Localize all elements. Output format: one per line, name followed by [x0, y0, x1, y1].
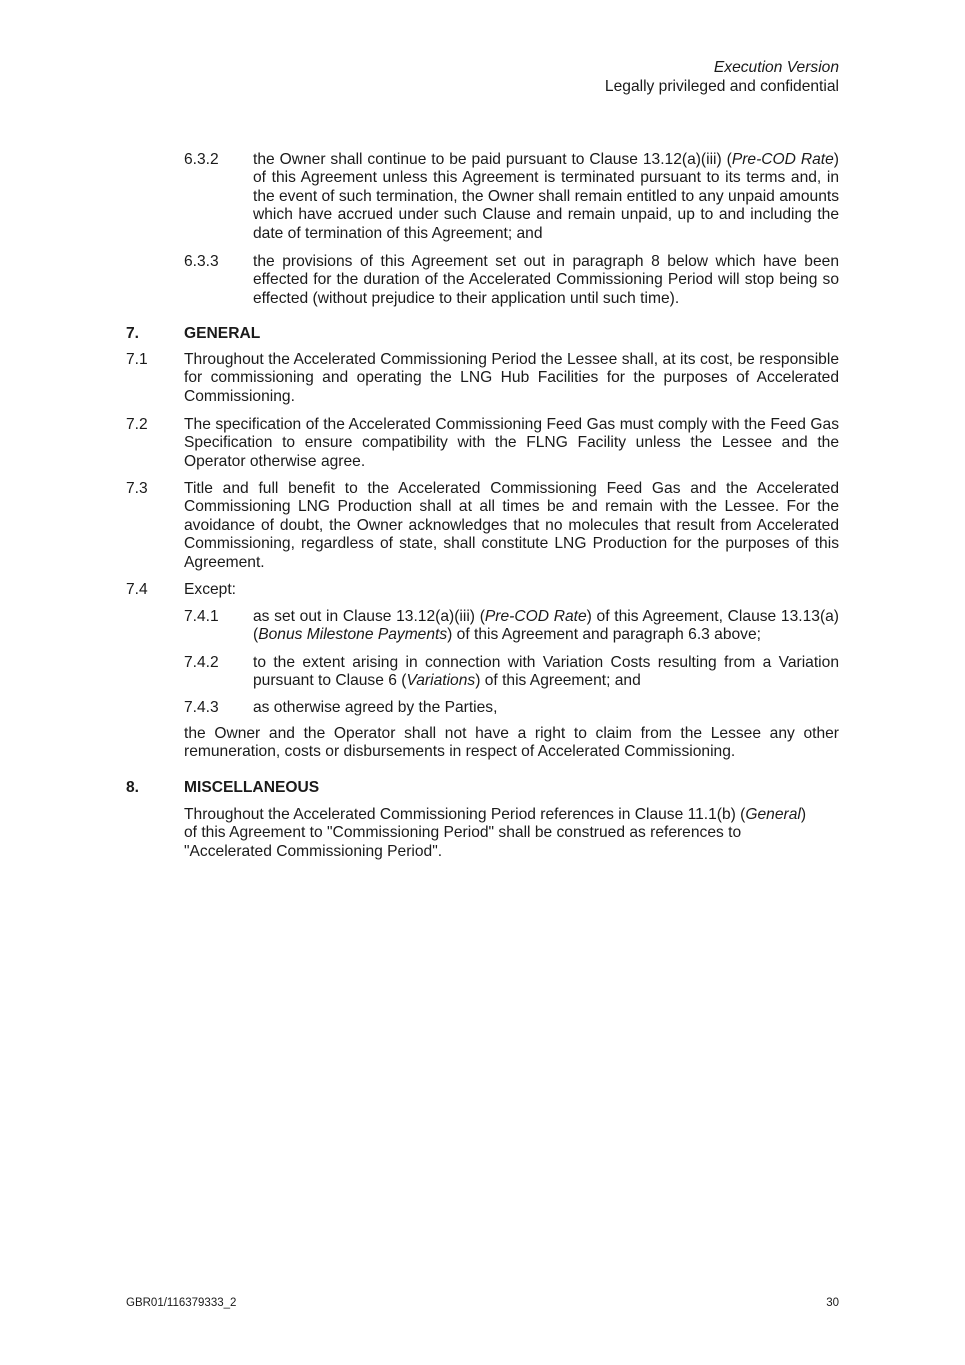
clause-7-4-2-text-b: ) of this Agreement; and — [475, 672, 641, 690]
paragraph-number-6-3-2: 6.3.2 — [184, 151, 219, 168]
section-number-8: 8. — [126, 779, 140, 796]
defined-term-general: General — [745, 806, 801, 823]
section-8-line-2: of this Agreement to "Commissioning Period" shall be construed as references to — [184, 824, 742, 842]
paragraph-6-3-2-text-b: ) of this Agreement unless this Agreement is terminated pursuant to its terms and, in the event of such termination, the Owner shall remain entitled to any unpaid amounts which have accrued under such Clause and remain unpaid, up to and including the date of termination of this Agreement; and — [253, 151, 839, 242]
clause-7-4: Except: — [184, 581, 237, 598]
clause-7-4-1 — [253, 608, 839, 645]
clause-7-3: Title and full benefit to the Accelerated Commissioning Feed Gas and the Accelerated Commissioning LNG Production shall at all times be and remain with the Lessee. For the avoidance of doubt, the Owner acknowledges that no molecules that result from Accelerated Commissioning, regardless of state, shall constitute LNG Production for the purposes of this Agreement. — [184, 480, 839, 571]
paragraph-6-3-2-text-a: the Owner shall continue to be paid pursuant to Clause 13.12(a)(iii) ( — [253, 151, 732, 168]
defined-term-pre-cod-rate: Pre-COD Rate — [731, 151, 834, 168]
clause-7-2: The specification of the Accelerated Commissioning Feed Gas must comply with the Feed Gas Specification to ensure compatibility with the FLNG Facility unless the Lessee and the Operator otherwise agree. — [184, 416, 839, 470]
clause-7-1: Throughout the Accelerated Commissioning Period the Lessee shall, at its cost, be responsible for commissioning and operating the LNG Hub Facilities for the purposes of Accelerated Commissioning. — [184, 351, 839, 405]
paragraph-6-3-3: the provisions of this Agreement set out in paragraph 8 below which have been effected for the duration of the Accelerated Commissioning Period will stop being so effected (without prejudice to their application until such time). — [253, 253, 839, 307]
clause-number-7-1: 7.1 — [126, 351, 148, 368]
footer-page-number: 30 — [826, 1297, 839, 1309]
clause-number-7-4-3: 7.4.3 — [184, 699, 219, 716]
section-8-line-3: "Accelerated Commissioning Period". — [184, 842, 443, 860]
clause-7-4-3: as otherwise agreed by the Parties, — [253, 699, 498, 716]
page-header — [605, 58, 839, 96]
clause-7-4-2 — [253, 654, 839, 691]
clause-number-7-4: 7.4 — [126, 581, 148, 598]
section-8-body — [184, 806, 844, 861]
clause-number-7-4-2: 7.4.2 — [184, 654, 219, 671]
header-execution-version: Execution Version — [713, 59, 839, 76]
clause-number-7-3: 7.3 — [126, 480, 148, 497]
section-8-line-1 — [184, 806, 844, 824]
section-heading-miscellaneous: MISCELLANEOUS — [184, 779, 320, 796]
clause-number-7-4-1: 7.4.1 — [184, 608, 219, 625]
section-8-line-1-text-a: Throughout the Accelerated Commissioning Period references in Clause 11.1(b) ( — [184, 806, 746, 823]
paragraph-6-3-2 — [253, 151, 839, 243]
clause-number-7-2: 7.2 — [126, 416, 148, 433]
clause-7-4-1-text-a: as set out in Clause 13.12(a)(iii) ( — [253, 608, 485, 625]
defined-term-variations: Variations — [406, 672, 476, 690]
clause-7-4-2-text-a: to the extent arising in connection with Variation Costs resulting from a Variation pursuant to Clause 6 ( — [253, 654, 839, 690]
section-number-7: 7. — [126, 325, 140, 342]
clause-7-4-closing: the Owner and the Operator shall not have a right to claim from the Lessee any other remuneration, costs or disbursements in respect of Accelerated Commissioning. — [184, 725, 839, 761]
section-8-line-1-text-b: ) — [800, 806, 807, 823]
section-heading-general: GENERAL — [184, 325, 261, 342]
defined-term-pre-cod-rate-2: Pre-COD Rate — [484, 608, 587, 625]
clause-7-4-1-text-c: ) of this Agreement and paragraph 6.3 above; — [447, 626, 761, 644]
header-privileged-notice: Legally privileged and confidential — [604, 78, 839, 95]
clause-7-4-1-text-b: ) of this Agreement, Clause 13.13(a) ( — [253, 608, 839, 644]
paragraph-number-6-3-3: 6.3.3 — [184, 253, 219, 270]
defined-term-bonus-milestone-payments: Bonus Milestone Payments — [258, 626, 448, 644]
footer-document-reference: GBR01/116379333_2 — [126, 1297, 237, 1309]
